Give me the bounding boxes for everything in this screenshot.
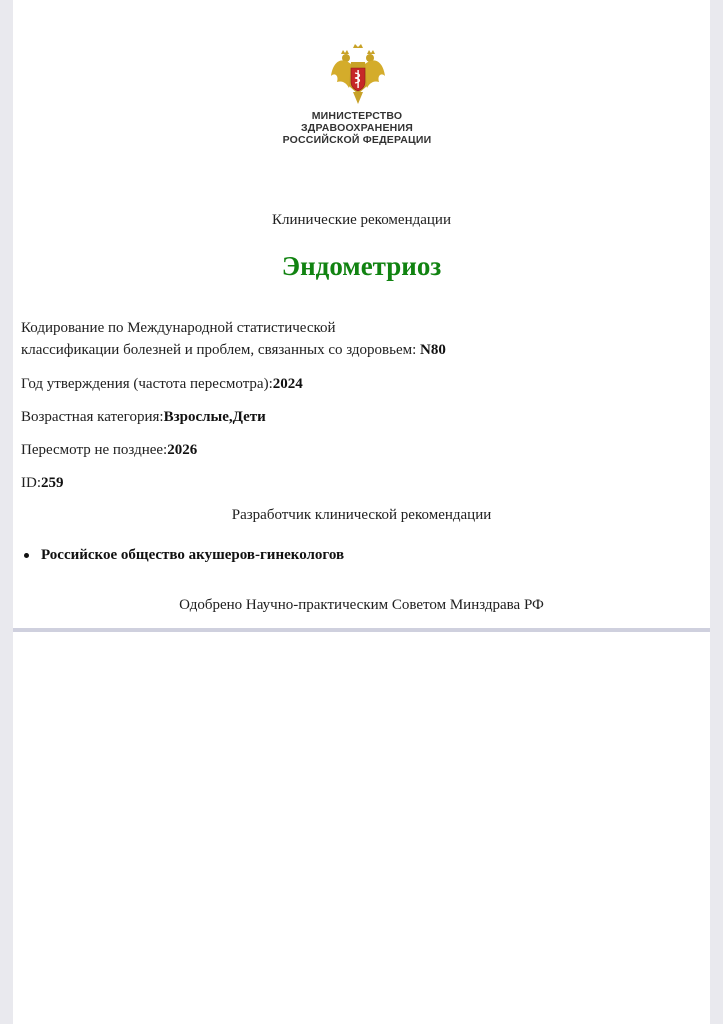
document-type: Клинические рекомендации: [272, 212, 451, 228]
approval-year-field: [21, 373, 303, 395]
icd-label: классификации болезней и проблем, связанных со здоровьем:: [21, 342, 421, 358]
review-deadline-field: [21, 439, 197, 461]
icd-label-line-1: Кодирование по Международной статистической: [21, 320, 336, 336]
developer-heading: Разработчик клинической рекомендации: [231, 507, 492, 523]
approval-year-label: Год утверждения (частота пересмотра):: [21, 376, 273, 392]
ministry-line-2: ЗДРАВООХРАНЕНИЯ: [301, 122, 413, 134]
coat-of-arms-icon: [329, 42, 387, 106]
icd-value: N80: [420, 342, 446, 358]
review-deadline-value: 2026: [167, 442, 198, 458]
document-page-2: [13, 632, 710, 1024]
document-id-field: [21, 472, 64, 494]
developer-list: [24, 547, 344, 564]
ministry-name: [230, 110, 484, 146]
icd-coding-field: [21, 317, 446, 361]
age-category-value: Взрослые,Дети: [163, 409, 266, 425]
document-id-value: 259: [41, 475, 64, 491]
approval-note: Одобрено Научно-практическим Советом Минздрава РФ: [179, 597, 544, 613]
review-deadline-label: Пересмотр не позднее:: [21, 442, 168, 458]
document-title: Эндометриоз: [281, 251, 442, 281]
age-category-field: [21, 406, 266, 428]
icd-label-line-2: [21, 339, 446, 361]
ministry-line-3: РОССИЙСКОЙ ФЕДЕРАЦИИ: [282, 134, 432, 146]
list-item: [24, 547, 344, 564]
viewer-left-margin: [0, 0, 13, 1024]
approval-year-value: 2024: [272, 376, 303, 392]
viewer-right-margin: [710, 0, 723, 1024]
ministry-line-1: МИНИСТЕРСТВО: [311, 110, 403, 122]
developer-name: Российское общество акушеров-гинекологов: [41, 547, 345, 563]
age-category-label: Возрастная категория:: [21, 409, 164, 425]
document-id-label: ID:: [21, 475, 41, 491]
bullet-icon: [24, 553, 29, 558]
